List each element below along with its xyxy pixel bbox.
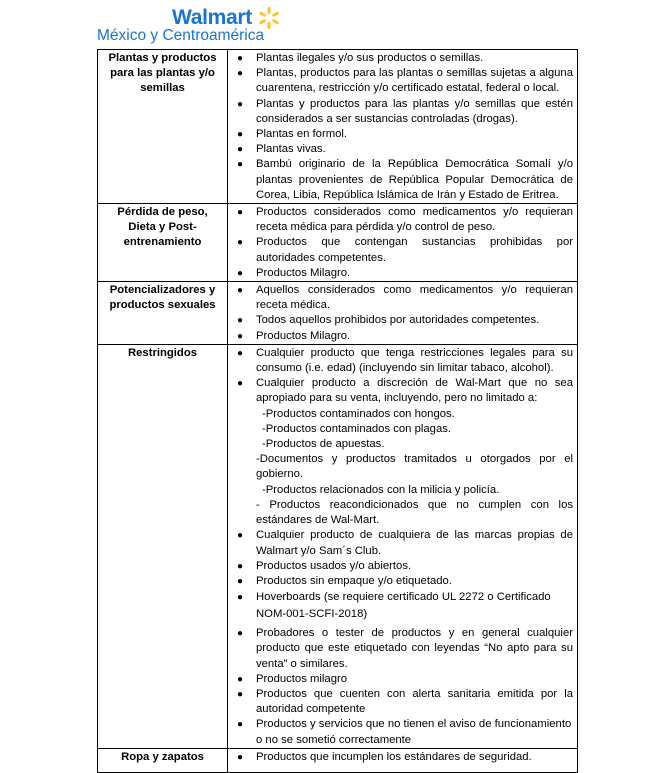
bullet-icon: ● [237, 719, 244, 731]
bullet-icon: ● [237, 98, 244, 110]
restricted-products-table [97, 49, 578, 773]
category-cell: Pérdida de peso, Dieta y Post- entrenamiento [98, 204, 228, 282]
sub-item: -Documentos y productos tramitados u otorgados por el gobierno. [256, 453, 573, 481]
items-cell [228, 50, 578, 204]
brand-name: Walmart [172, 6, 252, 29]
list-item: ● Cualquier producto que tenga restricciones legales para su consumo (i.e. edad) (incluyendo sin limitar tabaco, alcohol). [237, 346, 573, 375]
category-cell: Restringidos [98, 344, 228, 748]
bullet-icon: ● [237, 285, 244, 297]
list-item: ● Productos que contengan sustancias prohibidas por autoridades competentes. [237, 236, 573, 264]
items-cell [228, 282, 578, 345]
list-item: ● Plantas vivas. [232, 142, 573, 157]
list-item: ● Plantas, productos para las plantas o semillas sujetas a alguna cuarentena, restricción y/o certificado estatal, federal o local. [237, 67, 573, 95]
bullet-icon: ● [237, 673, 244, 685]
sub-item: -Productos contaminados con hongos. [262, 407, 455, 420]
sub-item: -Productos relacionados con la milicia y policía. [262, 483, 500, 496]
list-item: ● Productos milagro [232, 672, 573, 687]
bullet-icon: ● [237, 560, 244, 572]
list-item: ● Productos que cuenten con alerta sanitaria emitida por la autoridad competente [237, 687, 573, 716]
bullet-icon: ● [237, 129, 244, 141]
list-item: ● Cualquier producto a discreción de Wal-Mart que no sea apropiado para su venta, incluyendo, pero no limitado a: -Productos contaminados con hongos. -Productos contaminados con plagas. -Productos de apuestas. -Documentos y productos tramitados u otorgados por el gobierno. -Productos relacionados con la milicia y policía. - Productos reacondicionados que no cumplen con los estándares de Wal-Mart. [232, 376, 573, 528]
bullet-icon: ● [237, 144, 244, 156]
table-row [98, 50, 578, 204]
category-cell: Ropa y zapatos [98, 748, 228, 772]
item-list [232, 51, 573, 203]
brand-subtitle: México y Centroamérica [97, 27, 265, 44]
category-cell: Plantas y productos para las plantas y/o semillas [98, 50, 228, 204]
list-item: ● Probadores o tester de productos y en general cualquier producto que este etiquetado con leyendas “No apto para su venta” o similares. [237, 627, 573, 670]
bullet-icon: ● [237, 378, 244, 390]
list-item: ● Plantas en formol. [232, 127, 573, 142]
sub-item: -Productos de apuestas. [262, 438, 385, 451]
table-row [98, 344, 578, 748]
walmart-logo [97, 2, 297, 46]
bullet-icon: ● [237, 68, 244, 80]
list-item: ● Productos usados y/o abiertos. [232, 559, 573, 574]
category-cell: Potencializadores y productos sexuales [98, 282, 228, 345]
list-item: ● Hoverboards (se requiere certificado UL 2272 o Certificado NOM-001-SCFI-2018) [237, 591, 551, 621]
bullet-icon: ● [237, 267, 244, 279]
list-item: ● Plantas ilegales y/o sus productos o semillas. [232, 51, 573, 66]
bullet-icon: ● [237, 751, 244, 763]
list-item: ● Productos considerados como medicamentos y/o requieran receta médica para pérdida y/o control de peso. [237, 206, 573, 234]
table-row [98, 204, 578, 282]
list-item: ● Productos que incumplen los estándares de seguridad. [232, 750, 573, 765]
bullet-icon: ● [237, 575, 244, 587]
bullet-icon: ● [237, 628, 244, 640]
table-row [98, 748, 578, 772]
list-item: ● Cualquier producto de cualquiera de las marcas propias de Walmart y/o Sam´s Club. [237, 529, 573, 557]
item-list [232, 283, 573, 344]
bullet-icon: ● [237, 688, 244, 700]
bullet-icon: ● [237, 207, 244, 219]
list-item: ● Aquellos considerados como medicamentos y/o requieran receta médica. [237, 284, 573, 312]
sub-item: - Productos reacondicionados que no cumplen con los estándares de Wal-Mart. [256, 498, 573, 527]
bullet-icon: ● [237, 53, 244, 64]
list-item: ● Bambú originario de la República Democrática Somalí y/o plantas provenientes de República Popular Democrática de Corea, Libia, República Islámica de Irán y Estado de Eritrea. [237, 158, 573, 201]
items-cell [228, 344, 578, 748]
bullet-icon: ● [237, 330, 244, 342]
items-cell [228, 748, 578, 772]
bullet-icon: ● [237, 530, 244, 542]
bullet-icon: ● [237, 315, 244, 327]
table-row [98, 282, 578, 345]
list-item: ● Productos Milagro. [232, 329, 573, 344]
list-item: ● Productos sin empaque y/o etiquetado. [232, 574, 573, 589]
list-item: ● Todos aquellos prohibidos por autoridades competentes. [232, 313, 573, 328]
bullet-icon: ● [237, 347, 244, 359]
item-list [232, 346, 573, 748]
list-item: ● Productos y servicios que no tienen el aviso de funcionamiento o no se sometió correctamente [237, 718, 572, 746]
list-item: ● Productos Milagro. [232, 266, 573, 281]
bullet-icon: ● [237, 159, 244, 171]
item-list [232, 205, 573, 281]
items-cell [228, 204, 578, 282]
list-item: ● Plantas y productos para las plantas y/o semillas que estén considerados a ser sustancias controladas (drogas). [237, 97, 573, 125]
bullet-icon: ● [237, 237, 244, 249]
sub-item: -Productos contaminados con plagas. [262, 422, 452, 435]
bullet-icon: ● [237, 592, 244, 604]
